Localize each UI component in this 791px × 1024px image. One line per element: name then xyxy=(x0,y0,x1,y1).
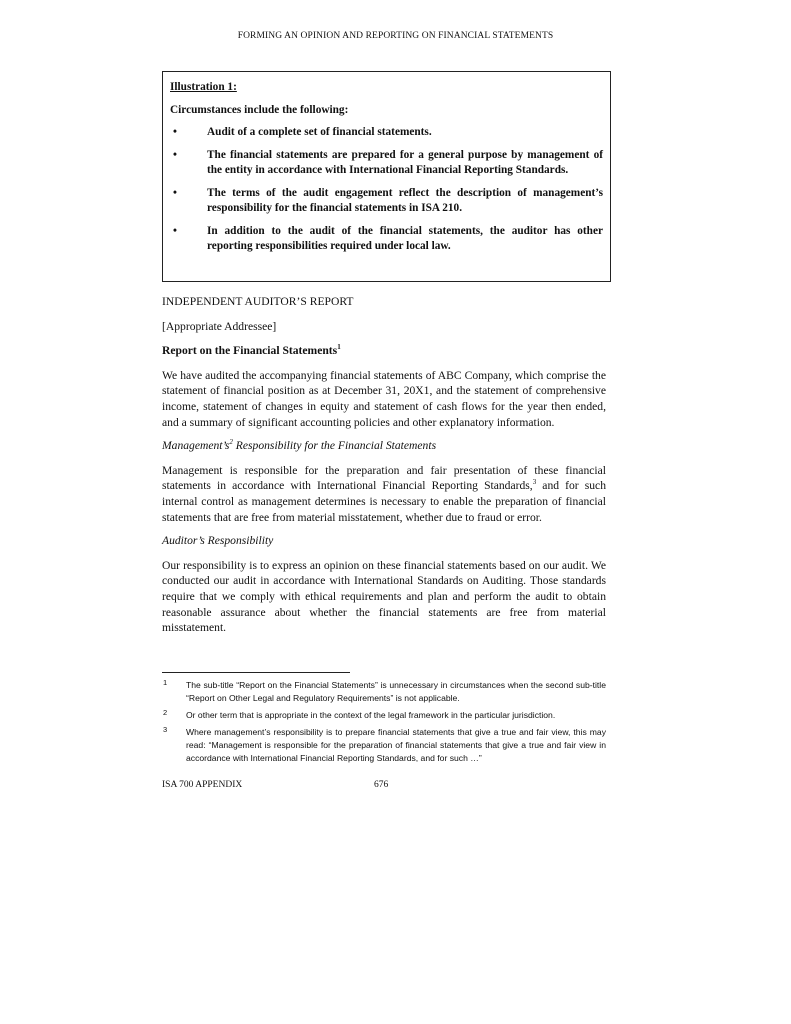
footnote-number: 1 xyxy=(163,678,168,687)
list-item-text: The terms of the audit engagement reflect the description of management’s responsibility for the financial statements in ISA 210. xyxy=(207,186,603,214)
list-item-text: The financial statements are prepared for a general purpose by management of the entity in accordance with International Financial Reporting Standards. xyxy=(207,148,603,176)
list-item-text: Audit of a complete set of financial statements. xyxy=(207,126,432,138)
bullet-icon: • xyxy=(173,186,177,199)
bullet-icon: • xyxy=(173,224,177,237)
management-responsibility-heading xyxy=(162,438,606,454)
section-title xyxy=(162,343,606,359)
circumstances-list xyxy=(170,125,603,255)
list-item xyxy=(170,224,603,255)
report-body xyxy=(162,294,606,644)
footnote-number: 3 xyxy=(163,725,168,734)
report-title: INDEPENDENT AUDITOR’S REPORT xyxy=(162,295,354,308)
footnote-text: Or other term that is appropriate in the context of the legal framework in the particular jurisdiction. xyxy=(186,710,556,720)
illustration-box xyxy=(162,71,611,282)
footnote-item xyxy=(162,709,606,722)
bullet-icon: • xyxy=(173,126,177,138)
footnotes xyxy=(162,679,606,769)
auditor-paragraph: Our responsibility is to express an opinion on these financial statements based on our audit. We conducted our audit in accordance with International Standards on Auditing. Those standards require that we comply with ethical requirements and plan and perform the audit to obtain reasonable assurance about whether the financial statements are free from material misstatement. xyxy=(162,558,606,635)
list-item-text: In addition to the audit of the financial statements, the auditor has other reporting responsibilities required under local law. xyxy=(207,224,603,252)
mgmt-heading-part-a: Management’s xyxy=(162,439,230,453)
footer-section-label: ISA 700 APPENDIX xyxy=(162,780,243,790)
footnote-divider xyxy=(162,672,350,673)
footnote-ref-1: 1 xyxy=(337,343,341,352)
footnote-text: The sub-title “Report on the Financial Statements” is unnecessary in circumstances when the second sub-title “Report on Other Legal and Regulatory Requirements” is not applicable. xyxy=(186,680,606,703)
footnote-text: Where management’s responsibility is to prepare financial statements that give a true and fair view, this may read: “Management is responsible for the preparation of financial statements that give a true and fair view in accordance with International Financial Reporting Standards, and for such …” xyxy=(186,727,606,763)
report-addressee: [Appropriate Addressee] xyxy=(162,319,277,333)
management-paragraph xyxy=(162,463,606,525)
illustration-title: Illustration 1: xyxy=(170,81,237,93)
running-header: FORMING AN OPINION AND REPORTING ON FINANCIAL STATEMENTS xyxy=(237,31,554,41)
list-item xyxy=(170,125,603,141)
bullet-icon: • xyxy=(173,148,177,161)
footnote-ref-2: 2 xyxy=(229,438,233,447)
footnote-number: 2 xyxy=(163,708,168,717)
intro-paragraph: We have audited the accompanying financial statements of ABC Company, which comprise the statement of financial position as at December 31, 20X1, and the statement of comprehensive income, statement of changes in equity and statement of cash flows for the year then ended, and a summary of significant accounting policies and other explanatory information. xyxy=(162,368,606,429)
mgmt-paragraph-part-a: Management is responsible for the preparation and fair presentation of these financial statements in accordance with International Financial Reporting Standards, xyxy=(162,463,606,493)
footnote-item xyxy=(162,679,606,705)
footnote-ref-3: 3 xyxy=(532,478,537,487)
list-item xyxy=(170,148,603,179)
page-number: 676 xyxy=(374,780,389,790)
mgmt-paragraph-part-b: and for such internal control as management determines is necessary to enable the preparation of financial statements that are free from material misstatement, whether due to fraud or error. xyxy=(162,479,606,524)
list-item xyxy=(170,186,603,217)
footnote-item xyxy=(162,726,606,765)
illustration-subtitle: Circumstances include the following: xyxy=(170,103,349,116)
mgmt-heading-part-b: Responsibility for the Financial Statements xyxy=(232,439,437,453)
auditor-responsibility-heading: Auditor’s Responsibility xyxy=(162,534,274,548)
section-title-text: Report on the Financial Statements xyxy=(162,344,338,358)
